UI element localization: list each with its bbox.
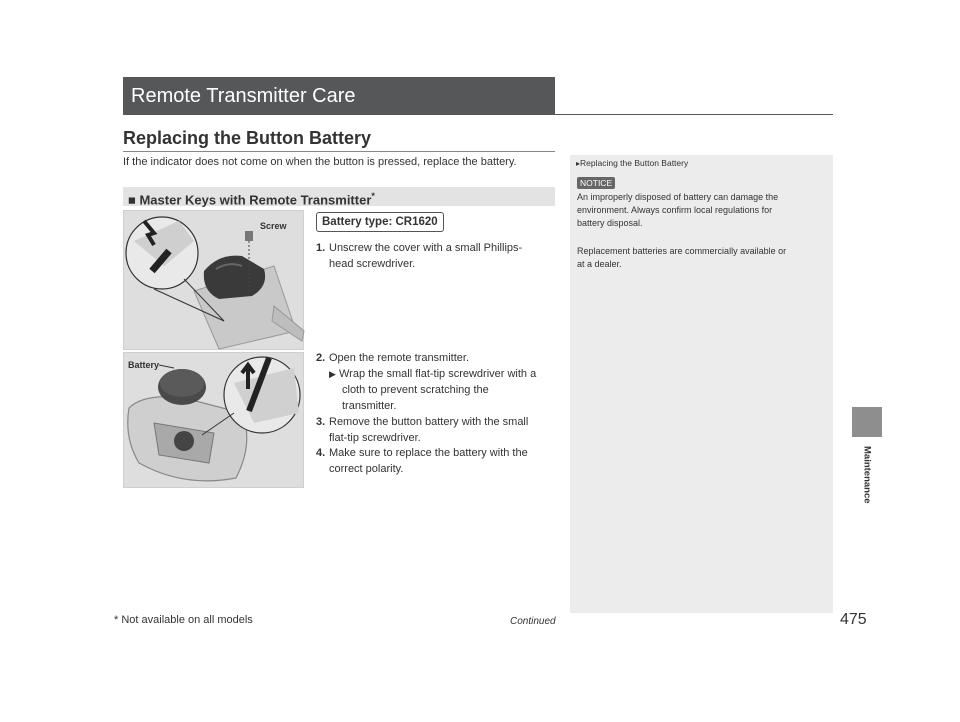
substep-text: cloth to prevent scratching the [342,384,489,396]
step-3 [316,414,528,446]
step-number: 2. [316,352,326,364]
banner-rule [555,114,833,115]
step-text: head screwdriver. [329,258,416,270]
substep-text: transmitter. [342,400,397,412]
continued-label: Continued [510,616,556,627]
step-text: Make sure to replace the battery with the [329,447,528,459]
sidebar-ref-icon: ▸ [576,159,581,168]
step-number: 1. [316,242,326,254]
figure-open-transmitter [123,352,304,488]
step-number: 4. [316,447,326,459]
footnote: * Not available on all models [114,614,253,626]
battery-label: Battery [128,360,160,370]
step-text: Open the remote transmitter. [329,352,470,364]
side-tab-label: Maintenance [861,446,873,504]
page-number: 475 [840,611,867,628]
figure-unscrew-cover [123,210,304,350]
intro-text: If the indicator does not come on when the button is pressed, replace the battery. [123,156,517,168]
step-1 [316,240,522,272]
page-heading: Replacing the Button Battery [123,128,372,148]
arrow-right-icon: ▶ [329,369,336,379]
footnote-marker: * [371,191,375,201]
sidebar-note: Replacement batteries are commercially available or at a dealer. [577,246,787,269]
heading-rule [123,151,555,152]
step-2 [316,350,536,414]
step-text: Unscrew the cover with a small Phillips- [329,242,523,254]
step-text: Remove the button battery with the small [329,416,529,428]
sidebar-title: ▸Replacing the Button Battery [576,158,689,168]
battery-type-box: Battery type: CR1620 [316,212,444,232]
step-text: flat-tip screwdriver. [329,432,421,444]
notice-badge: NOTICE [577,177,615,189]
side-tab-marker [852,407,882,437]
step-4 [316,445,528,477]
notice-text: An improperly disposed of battery can damage the environment. Always confirm local regulations for battery disposal. [577,192,779,228]
step-text: correct polarity. [329,463,404,475]
screw-label: Screw [260,221,287,231]
subheading: ■ Master Keys with Remote Transmitter* [123,187,555,206]
step-number: 3. [316,416,326,428]
section-title: Remote Transmitter Care [123,77,555,115]
substep-text: Wrap the small flat-tip screwdriver with a [338,368,537,380]
subheading-text: Master Keys with Remote Transmitter [139,192,372,208]
